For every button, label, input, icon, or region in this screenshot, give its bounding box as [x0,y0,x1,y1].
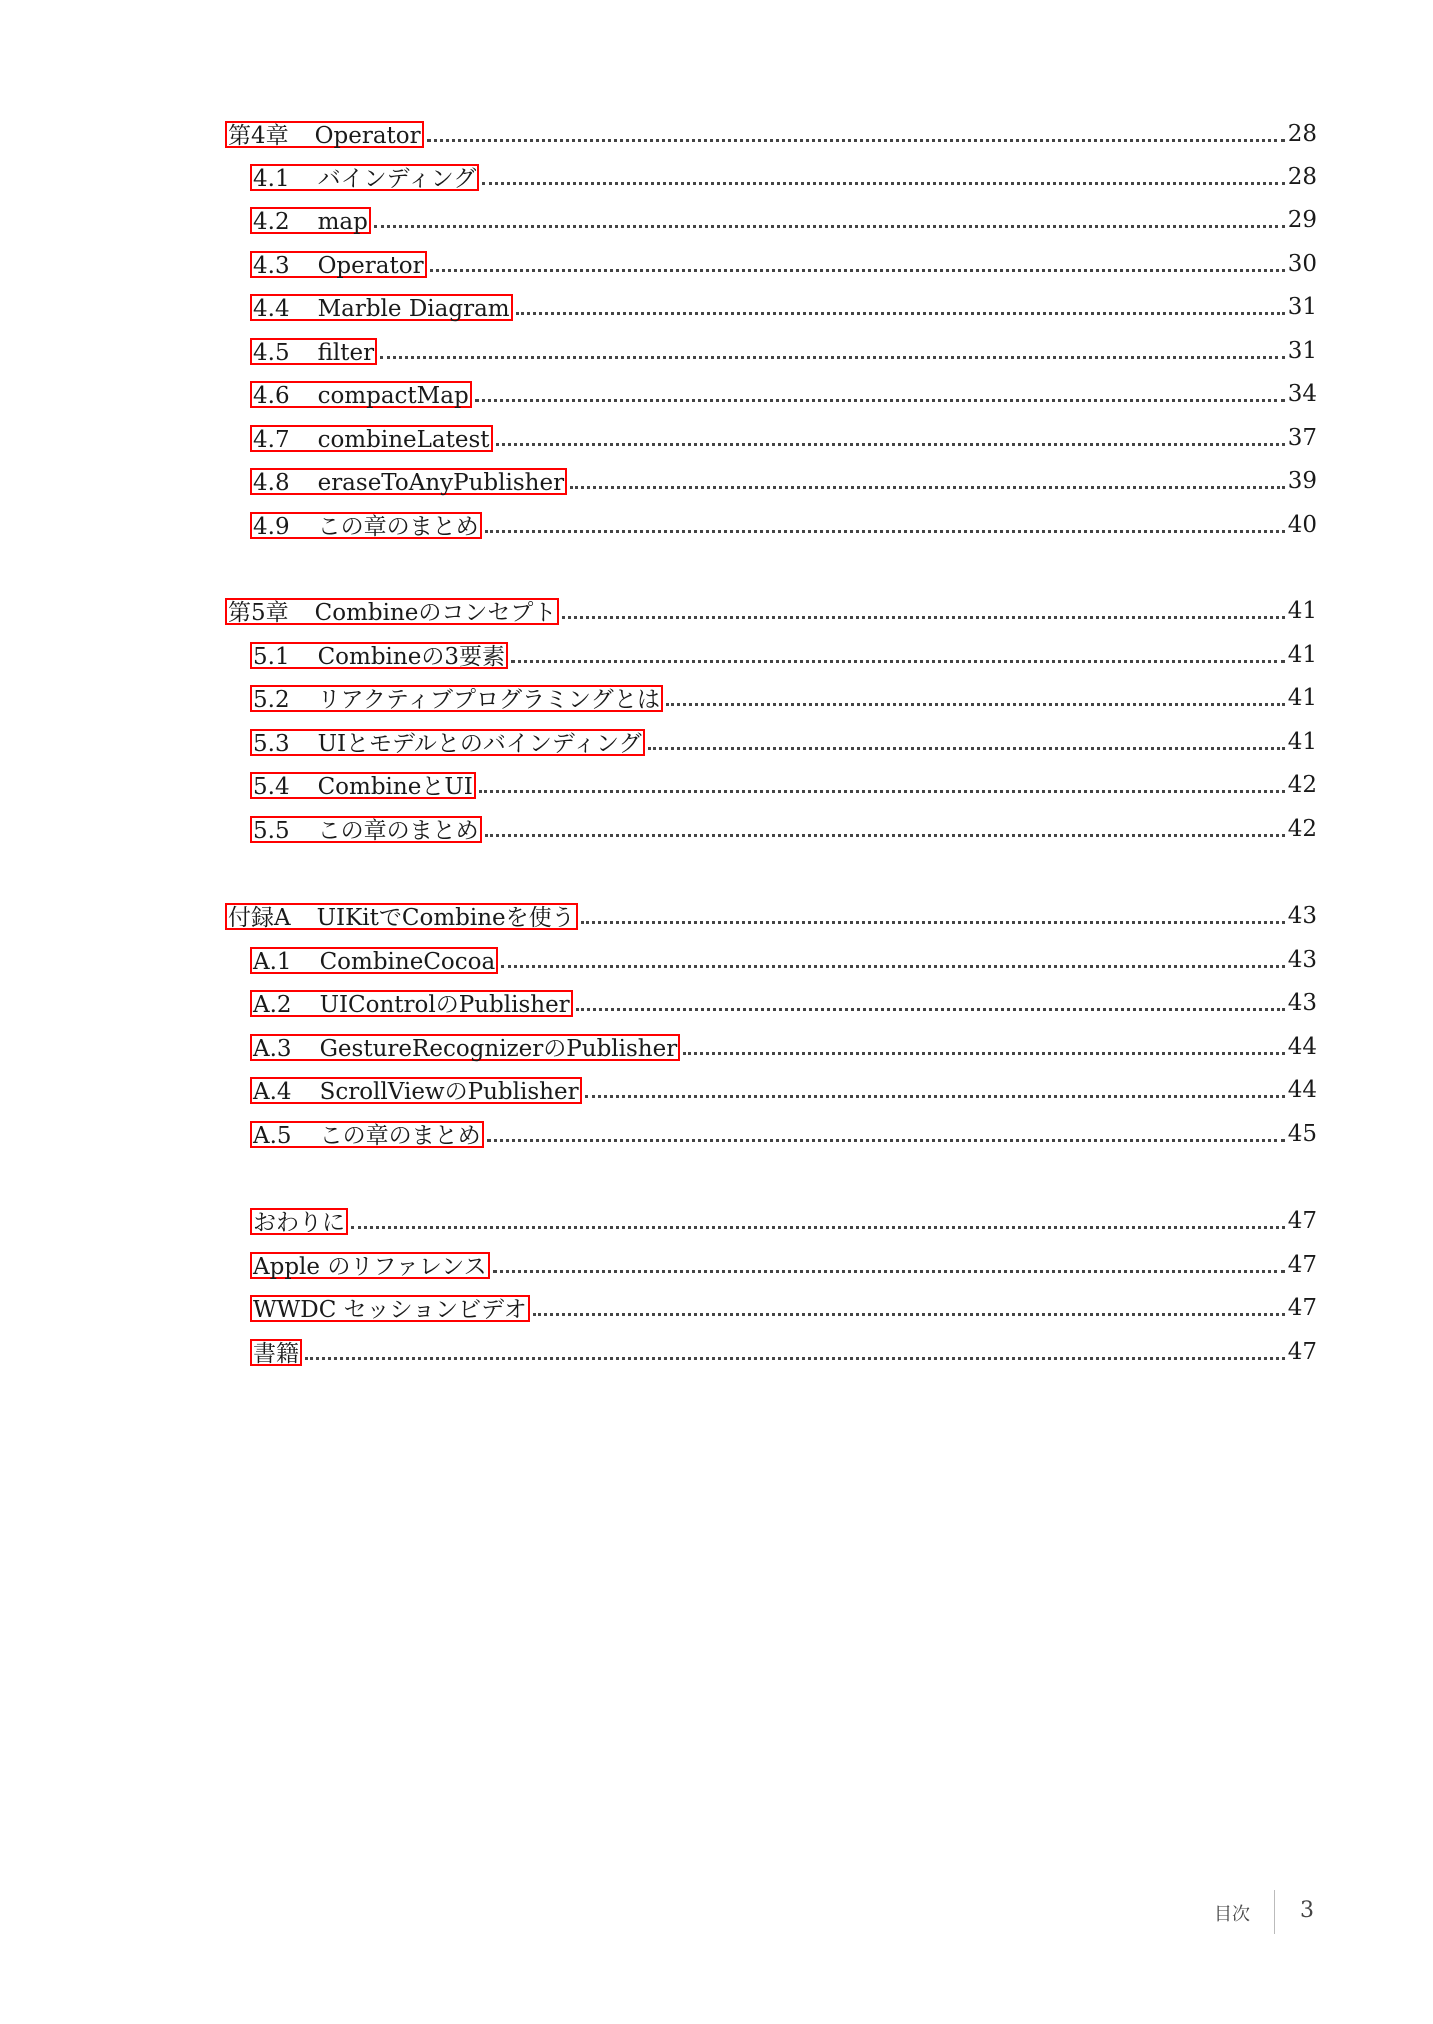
toc-entry-page: 43 [1287,990,1317,1016]
toc-entry-page: 31 [1287,294,1317,320]
toc-entry-label [250,990,573,1017]
toc-entry-label [250,685,663,712]
toc-entry-number: 4.4 [253,296,290,322]
toc-entry-page: 44 [1287,1077,1317,1103]
toc-entry-title: リアクティブプログラミングとは [317,687,661,713]
toc-entry-label [250,1121,484,1148]
toc-entry-label [250,294,513,321]
toc-entry-title: WWDC セッションビデオ [253,1297,527,1323]
toc-entry-title: combineLatest [317,427,490,453]
toc-entry-title: UIとモデルとのバインディング [317,731,642,757]
dot-leader [533,1309,1285,1316]
dot-leader [487,1135,1285,1142]
toc-entry-title: この章のまとめ [319,1123,481,1149]
toc-section-5-5[interactable] [250,811,1317,843]
toc-section-4-5[interactable] [250,333,1317,365]
toc-entry-page: 41 [1287,642,1317,668]
toc-entry-label [250,164,479,191]
toc-entry-title: おわりに [253,1210,345,1236]
toc-entry-page: 39 [1287,468,1317,494]
toc-entry-page: 47 [1287,1295,1317,1321]
toc-entry-label [250,816,482,843]
toc-entry-page: 28 [1287,121,1317,147]
toc-entry-page: 34 [1287,381,1317,407]
toc-entry-title: Apple のリファレンス [253,1254,487,1280]
toc-entry-label [250,772,476,799]
toc-entry-page: 43 [1287,947,1317,973]
toc-entry-page: 40 [1287,512,1317,538]
toc-section-a-4[interactable] [250,1072,1317,1104]
toc-entry-number: 5.1 [253,644,290,670]
toc-entry-title: Marble Diagram [317,296,510,322]
toc-entry-number: 付録A [228,905,291,931]
toc-entry-label [250,207,371,234]
toc-entry-title: ScrollViewのPublisher [319,1079,579,1105]
toc-section-5-2[interactable] [250,680,1317,712]
toc-entry-title: compactMap [317,383,469,409]
toc-entry-page: 45 [1287,1121,1317,1147]
toc-section-4-1[interactable] [250,159,1317,191]
toc-entry-label [250,468,567,495]
dot-leader [581,917,1285,924]
toc-entry-number: 4.8 [253,470,290,496]
toc-entry-title: filter [317,340,375,366]
dot-leader [430,265,1285,272]
dot-leader [482,178,1284,185]
toc-section-5-1[interactable] [250,637,1317,669]
toc-section-a-1[interactable] [250,942,1317,974]
toc-entry-label [250,1034,680,1061]
toc-entry-number: A.5 [253,1123,292,1149]
toc-entry-title: UIControlのPublisher [319,992,570,1018]
dot-leader [585,1091,1285,1098]
toc-section-4-6[interactable] [250,376,1317,408]
toc-wwdc-videos[interactable] [250,1290,1317,1322]
dot-leader [485,830,1285,837]
toc-entry-title: この章のまとめ [317,514,479,540]
toc-entry-number: 4.9 [253,514,290,540]
dot-leader [562,612,1284,619]
toc-section-5-4[interactable] [250,767,1317,799]
toc-section-4-8[interactable] [250,463,1317,495]
toc-entry-number: 4.2 [253,209,290,235]
toc-entry-label [250,947,498,974]
toc-section-4-9[interactable] [250,507,1317,539]
toc-entry-page: 44 [1287,1034,1317,1060]
toc-entry-number: 5.5 [253,818,290,844]
toc-entry-number: A.1 [253,949,292,975]
toc-entry-title: Combineのコンセプト [314,600,557,626]
toc-entry-page: 41 [1287,685,1317,711]
toc-entry-title: eraseToAnyPublisher [317,470,565,496]
toc-appendix-a[interactable] [225,898,1317,930]
toc-entry-number: 4.6 [253,383,290,409]
toc-entry-number: A.2 [253,992,292,1018]
toc-entry-title: GestureRecognizerのPublisher [319,1036,678,1062]
toc-entry-page: 31 [1287,338,1317,364]
toc-entry-label [250,1339,302,1366]
dot-leader [501,961,1285,968]
toc-entry-label [250,1295,530,1322]
toc-entry-label [250,729,645,756]
dot-leader [496,439,1285,446]
page-footer [1200,1890,1320,1934]
toc-section-a-5[interactable] [250,1116,1317,1148]
toc-entry-title: この章のまとめ [317,818,479,844]
toc-entry-label [250,251,427,278]
toc-entry-label [250,381,472,408]
toc-entry-title: Operator [317,253,424,279]
footer-page-number: 3 [1300,1898,1314,1923]
toc-entry-label [250,642,508,669]
toc-entry-label [225,598,559,625]
toc-entry-number: 第4章 [228,123,289,149]
toc-entry-number: 5.4 [253,774,290,800]
dot-leader [493,1266,1285,1273]
toc-chapter-4[interactable] [225,116,1317,148]
toc-entry-page: 30 [1287,251,1317,277]
footer-section-title: 目次 [1214,1904,1250,1925]
footer-divider [1274,1890,1275,1934]
toc-section-4-4[interactable] [250,289,1317,321]
dot-leader [351,1222,1285,1229]
toc-section-a-2[interactable] [250,985,1317,1017]
dot-leader [516,308,1285,315]
dot-leader [305,1353,1285,1360]
toc-section-5-3[interactable] [250,724,1317,756]
toc-entry-title: CombineCocoa [319,949,496,975]
dot-leader [479,786,1285,793]
dot-leader [511,656,1285,663]
toc-chapter-5[interactable] [225,593,1317,625]
toc-entry-page: 47 [1287,1339,1317,1365]
toc-entry-number: 4.1 [253,166,290,192]
toc-entry-number: 5.2 [253,687,290,713]
toc-entry-label [250,1252,490,1279]
toc-afterword[interactable] [250,1203,1317,1235]
toc-entry-label [250,425,493,452]
toc-entry-title: 書籍 [253,1341,299,1367]
toc-entry-page: 28 [1287,164,1317,190]
toc-entry-page: 29 [1287,207,1317,233]
toc-entry-title: map [317,209,368,235]
toc-entry-title: Operator [314,123,421,149]
toc-entry-number: 4.3 [253,253,290,279]
toc-entry-label [225,121,424,148]
toc-entry-title: UIKitでCombineを使う [316,905,575,931]
dot-leader [648,743,1285,750]
toc-entry-page: 41 [1287,729,1317,755]
toc-entry-page: 41 [1287,598,1317,624]
toc-entry-title: CombineとUI [317,774,473,800]
toc-entry-number: 4.7 [253,427,290,453]
dot-leader [475,395,1285,402]
toc-entry-number: A.4 [253,1079,292,1105]
toc-entry-number: 第5章 [228,600,289,626]
toc-entry-title: バインディング [317,166,477,192]
dot-leader [380,352,1285,359]
toc-entry-page: 42 [1287,772,1317,798]
toc-entry-number: A.3 [253,1036,292,1062]
toc-section-a-3[interactable] [250,1029,1317,1061]
dot-leader [666,699,1285,706]
dot-leader [576,1004,1285,1011]
toc-section-4-2[interactable] [250,202,1317,234]
toc-entry-page: 43 [1287,903,1317,929]
toc-entry-title: Combineの3要素 [317,644,505,670]
dot-leader [683,1048,1284,1055]
dot-leader [485,526,1285,533]
dot-leader [570,482,1285,489]
toc-entry-page: 42 [1287,816,1317,842]
toc-entry-number: 4.5 [253,340,290,366]
toc-entry-label [250,512,482,539]
toc-apple-reference[interactable] [250,1247,1317,1279]
toc-entry-label [225,903,578,930]
toc-entry-page: 47 [1287,1208,1317,1234]
toc-entry-page: 37 [1287,425,1317,451]
toc-entry-page: 47 [1287,1252,1317,1278]
toc-books[interactable] [250,1334,1317,1366]
toc-section-4-3[interactable] [250,246,1317,278]
dot-leader [374,221,1285,228]
toc-entry-label [250,338,377,365]
toc-entry-label [250,1077,582,1104]
toc-section-4-7[interactable] [250,420,1317,452]
toc-entry-number: 5.3 [253,731,290,757]
dot-leader [427,135,1285,142]
toc-entry-label [250,1208,348,1235]
